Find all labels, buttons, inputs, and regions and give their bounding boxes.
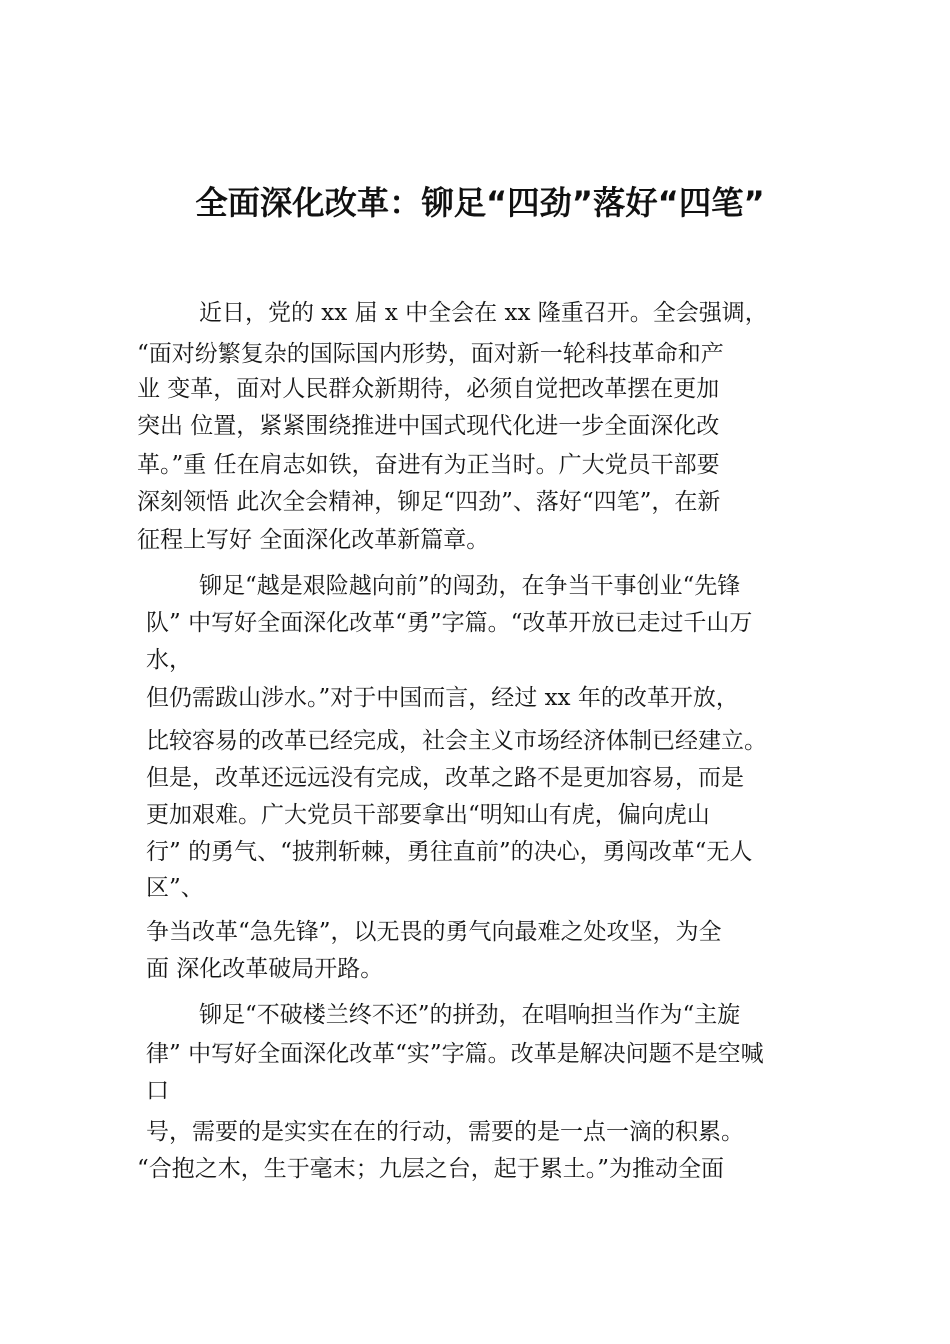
paragraph-line: 区”、: [146, 875, 204, 901]
paragraph-line: 征程上写好 全面深化改革新篇章。: [137, 527, 490, 553]
paragraph-line: “合抱之木，生于毫末；九层之台，起于累土。”为推动全面: [137, 1156, 725, 1182]
paragraph-line: 更加艰难。广大党员干部要拿出“明知山有虎，偏向虎山: [146, 802, 710, 828]
document-title: 全面深化改革：铆足“四劲”落好“四笔”: [195, 184, 765, 222]
paragraph-line: 行” 的勇气、“披荆斩棘，勇往直前”的决心，勇闯改革“无人: [146, 839, 753, 865]
paragraph-line: 业 变革，面对人民群众新期待，必须自觉把改革摆在更加: [137, 376, 720, 402]
paragraph-line: 号，需要的是实实在在的行动，需要的是一点一滴的积累。: [146, 1119, 744, 1145]
paragraph-line: 革。”重 任在肩志如铁，奋进有为正当时。广大党员干部要: [137, 452, 720, 478]
paragraph-line: 但是，改革还远远没有完成，改革之路不是更加容易，而是: [146, 765, 744, 791]
paragraph-line: “面对纷繁复杂的国际国内形势，面对新一轮科技革命和产: [137, 341, 724, 367]
paragraph-line: 铆足“越是艰险越向前”的闯劲，在争当干事创业“先锋: [199, 573, 741, 599]
paragraph-line: 水，: [146, 647, 192, 673]
paragraph-line: 争当改革“急先锋”，以无畏的勇气向最难之处攻坚，为全: [146, 919, 722, 945]
paragraph-line: 比较容易的改革已经完成，社会主义市场经济体制已经建立。: [146, 728, 767, 754]
paragraph-line: 突出 位置，紧紧围绕推进中国式现代化进一步全面深化改: [137, 413, 720, 439]
paragraph-line: 面 深化改革破局开路。: [146, 956, 384, 982]
paragraph-line: 队” 中写好全面深化改革“勇”字篇。“改革开放已走过千山万: [146, 610, 753, 636]
paragraph-line: 律” 中写好全面深化改革“实”字篇。改革是解决问题不是空喊: [146, 1041, 764, 1067]
paragraph-line: 口: [146, 1078, 169, 1104]
paragraph-line: 但仍需跋山涉水。”对于中国而言，经过 xx 年的改革开放，: [146, 685, 739, 711]
paragraph-line: 铆足“不破楼兰终不还”的拼劲，在唱响担当作为“主旋: [199, 1002, 741, 1028]
paragraph-line: 深刻领悟 此次全会精神，铆足“四劲”、落好“四笔”，在新: [137, 489, 721, 515]
paragraph-line: 近日，党的 xx 届 x 中全会在 xx 隆重召开。全会强调，: [199, 300, 768, 326]
